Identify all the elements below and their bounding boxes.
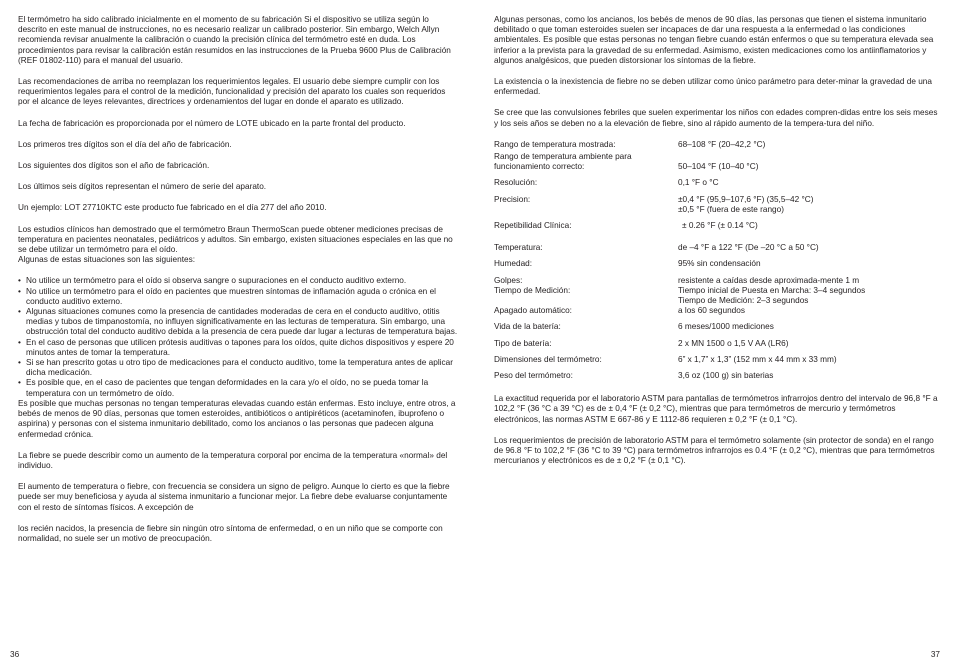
spec-label: Humedad: — [494, 259, 533, 269]
fever-definition-paragraph: La fiebre se puede describir como un aumento de la temperatura corporal por encima de la temperatura «normal» del individuo. — [18, 450, 448, 470]
table-row — [494, 231, 938, 253]
spec-label: Peso del termómetro: — [494, 371, 573, 381]
lot-example-paragraph: Un ejemplo: LOT 27710KTC este producto fue fabricado en el día 277 del año 2010. — [18, 203, 327, 213]
spec-label: Precision: — [494, 194, 531, 204]
newborns-paragraph: los recién nacidos, la presencia de fiebre sin ningún otro síntoma de enfermedad, o en un niño que se comporte con normalidad, no suele ser un motivo de preocupación. — [18, 523, 443, 543]
spec-label: Repetibilidad Clínica: — [494, 221, 572, 231]
fever-danger-paragraph: El aumento de temperatura o fiebre, con frecuencia se considera un signo de peligro. Aunque lo cierto es que la fiebre puede ser muy beneficiosa y ayuda al sistema inmunitario a funcionar mejor. La fiebre debe evaluarse conjuntamente con el resto de síntomas físicos. A excepción de — [18, 482, 450, 512]
spec-value: 50–104 °F (10–40 °C) — [678, 162, 759, 172]
list-item: • No utilice un termómetro para el oído en pacientes que muestren síntomas de inflamación aguda o crónica en el conducto auditivo externo. — [18, 287, 458, 307]
spec-value: resistente a caídas desde aproximada-mente 1 m — [678, 275, 860, 285]
spec-label: Apagado automático: — [494, 306, 572, 316]
spec-value: de –4 °F a 122 °F (De –20 °C a 50 °C) — [678, 243, 819, 253]
table-row — [494, 215, 938, 231]
table-row — [494, 333, 938, 349]
severity-paragraph: La existencia o la inexistencia de fiebre no se deben utilizar como único parámetro para deter-minar la gravedad de una enfermedad. — [494, 77, 932, 97]
list-item: • Algunas situaciones comunes como la presencia de cantidades moderadas de cera en el conducto auditivo, otitis medias y tubos de timpanostomía, no influyen significativamente en las lecturas de temperatura. Sin embargo, una obstrucción total del conducto auditivo debida a la presencia de cera puede dar lugar a lecturas de temperatura bajas. — [18, 307, 458, 338]
spec-value: 95% sin condensación — [678, 259, 761, 269]
situations-list — [18, 276, 458, 398]
table-row — [494, 306, 938, 316]
spec-value: 6” x 1,7” x 1,3” (152 mm x 44 mm x 33 mm) — [678, 354, 837, 364]
spec-value: 6 meses/1000 mediciones — [678, 322, 774, 332]
table-row — [494, 316, 938, 332]
table-row — [494, 150, 938, 172]
spec-value: a los 60 segundos — [678, 306, 745, 316]
spec-value: ±0,4 °F (95,9–107,6 °F) (35,5–42 °C) ±0,5 °F (fuera de este rango) — [678, 194, 814, 214]
page-number-left: 36 — [10, 650, 20, 659]
table-row — [494, 253, 938, 269]
table-row — [494, 286, 938, 306]
manufacture-date-paragraph: La fecha de fabricación es proporcionada por el número de LOTE ubicado en la parte frontal del producto. — [18, 118, 406, 128]
list-item: • Es posible que, en el caso de pacientes que tengan deformidades en la cara y/o el oído, no se pueda tomar la temperatura con un termómetro de oído. — [18, 378, 458, 398]
astm-requirements-paragraph: Los requerimientos de precisión de laboratorio ASTM para el termómetro solamente (sin protector de sonda) en el rango de 96.8 °F to 102,2 °F (36 °C to 39 °C) para termómetros infrarrojos es 0.4 °F (± 0,2 °C), mientras que para termómetros mercurianos y electrónicos es de ± 0,2 °F (± 0,1 °C). — [494, 435, 935, 466]
elderly-paragraph: Algunas personas, como los ancianos, los bebés de menos de 90 días, las personas que tienen el sistema inmunitario debilitado o que toman esteroides suelen ser incapaces de dar una respuesta a la enfermedad o las condiciones ambientales. Es posible que estas personas no tengan fiebre cuando están enfermos o que su temperatura elevada sea inferior a la prevista para la gravedad de su enfermedad. Asimismo, existen medicaciones como los antiinflamatorios y algunos analgésicos, que pueden distorsionar los síntomas de la fiebre. — [494, 15, 934, 65]
table-row — [494, 189, 938, 215]
legal-requirements-paragraph: Las recomendaciones de arriba no reemplazan los requerimientos legales. El usuario debe siempre cumplir con los requerimientos legales para el control de la medición, funcionalidad y precisión del aparato los cuales son requeridos por el alcance de leyes relevantes, directrices y ordenamientos del lugar en donde el aparato es utilizado. — [18, 77, 446, 107]
spec-value: 3,6 oz (100 g) sin baterias — [678, 371, 774, 381]
table-row — [494, 349, 938, 365]
first-digits-paragraph: Los primeros tres dígitos son el día del año de fabricación. — [18, 139, 232, 149]
table-row — [494, 140, 938, 150]
spec-label: Tiempo de Medición: — [494, 285, 571, 295]
spec-label: Tipo de batería: — [494, 338, 552, 348]
list-item: • Si se han prescrito gotas u otro tipo de medicaciones para el conducto auditivo, tome la temperatura antes de aplicar dicha medicación. — [18, 358, 458, 378]
clinical-studies-paragraph: Los estudios clínicos han demostrado que el termómetro Braun ThermoScan puede obtener mediciones precisas de temperatura en pacientes neonatales, pediátricos y adultos. Sin embargo, existen situaciones especiales en las que no se debe utilizar un termómetro para el oído. — [18, 224, 453, 255]
spec-label: Resolución: — [494, 178, 538, 188]
list-item: • En el caso de personas que utilicen prótesis auditivas o tapones para los oídos, quite dichos dispositivos y espere 20 minutos antes de tomar la temperatura. — [18, 338, 458, 358]
spec-label: Dimensiones del termómetro: — [494, 354, 602, 364]
calibration-paragraph: El termómetro ha sido calibrado inicialmente en el momento de su fabricación Si el dispositivo se utiliza según lo descrito en este manual de instrucciones, no es necesario realizar un calibrado posterior. Sin embargo, Welch Allyn recomienda revisar anualmente la calibración o cuando la precisión clínica del termómetro esté en duda. Los procedimientos para revisar la calibración están resumidos en las instrucciones de la Prueba 9600 Plus de Calibración (REF 01802-110) para el manual del usuario. — [18, 15, 451, 65]
table-row — [494, 270, 938, 286]
spec-value: 0,1 °F o °C — [678, 178, 719, 188]
spec-value: Tiempo inicial de Puesta en Marcha: 3–4 segundos Tiempo de Medición: 2–3 segundos — [678, 285, 866, 306]
serial-digits-paragraph: Los últimos seis dígitos representan el número de serie del aparato. — [18, 182, 267, 192]
spec-label: Rango de temperatura mostrada: — [494, 139, 616, 149]
spec-label: Golpes: — [494, 275, 523, 285]
table-row — [494, 172, 938, 188]
spec-value: 2 x MN 1500 o 1,5 V AA (LR6) — [678, 338, 789, 348]
left-page-column — [18, 15, 458, 555]
no-fever-paragraph: Es posible que muchas personas no tengan temperaturas elevadas cuando están enfermas. Esto incluye, entre otros, a bebés de menos de 90 días, personas que tomen esteroides, antibióticos o antipiréticos (acetaminofen, ibuprofeno o aspirina) y personas con el sistema inmunitario debilitado, como los ancianos o las personas que padecen alguna enfermedad crónica. — [18, 398, 456, 439]
specifications-table — [494, 140, 938, 381]
table-row — [494, 365, 938, 381]
astm-accuracy-paragraph: La exactitud requerida por el laboratorio ASTM para pantallas de termómetros infrarrojos dentro del intervalo de 96,8 °F a 102,2 °F (36 °C a 39 °C) es de ± 0,4 °F (± 0,2 °C), mientras que para termómetros de mercurio y termómetros electrónicos, las normas ASTM E 667-86 y E 1112-86 requieren ± 0,2 °F (± 0,1 °C). — [494, 394, 938, 424]
spec-label: Temperatura: — [494, 243, 543, 253]
page-number-right: 37 — [930, 650, 940, 659]
spec-label: Rango de temperatura ambiente para funcionamiento correcto: — [494, 152, 632, 172]
list-item: • No utilice un termómetro para el oído si observa sangre o supuraciones en el conducto auditivo externo. — [18, 276, 458, 286]
situations-intro: Algunas de estas situaciones son las siguientes: — [18, 255, 196, 265]
right-page-column — [494, 15, 938, 478]
spec-label: Vida de la batería: — [494, 322, 561, 332]
next-digits-paragraph: Los siguientes dos dígitos son el año de fabricación. — [18, 161, 210, 171]
febrile-convulsions-paragraph: Se cree que las convulsiones febriles que suelen experimentar los niños con edades compren-didas entre los seis meses y los seis años se deben no a la elevación de fiebre, sino al rápido aumento de la tempera-tura del niño. — [494, 108, 938, 128]
spec-value: ± 0.26 °F (± 0.14 °C) — [682, 221, 758, 231]
spec-value: 68–108 °F (20–42,2 °C) — [678, 139, 766, 149]
